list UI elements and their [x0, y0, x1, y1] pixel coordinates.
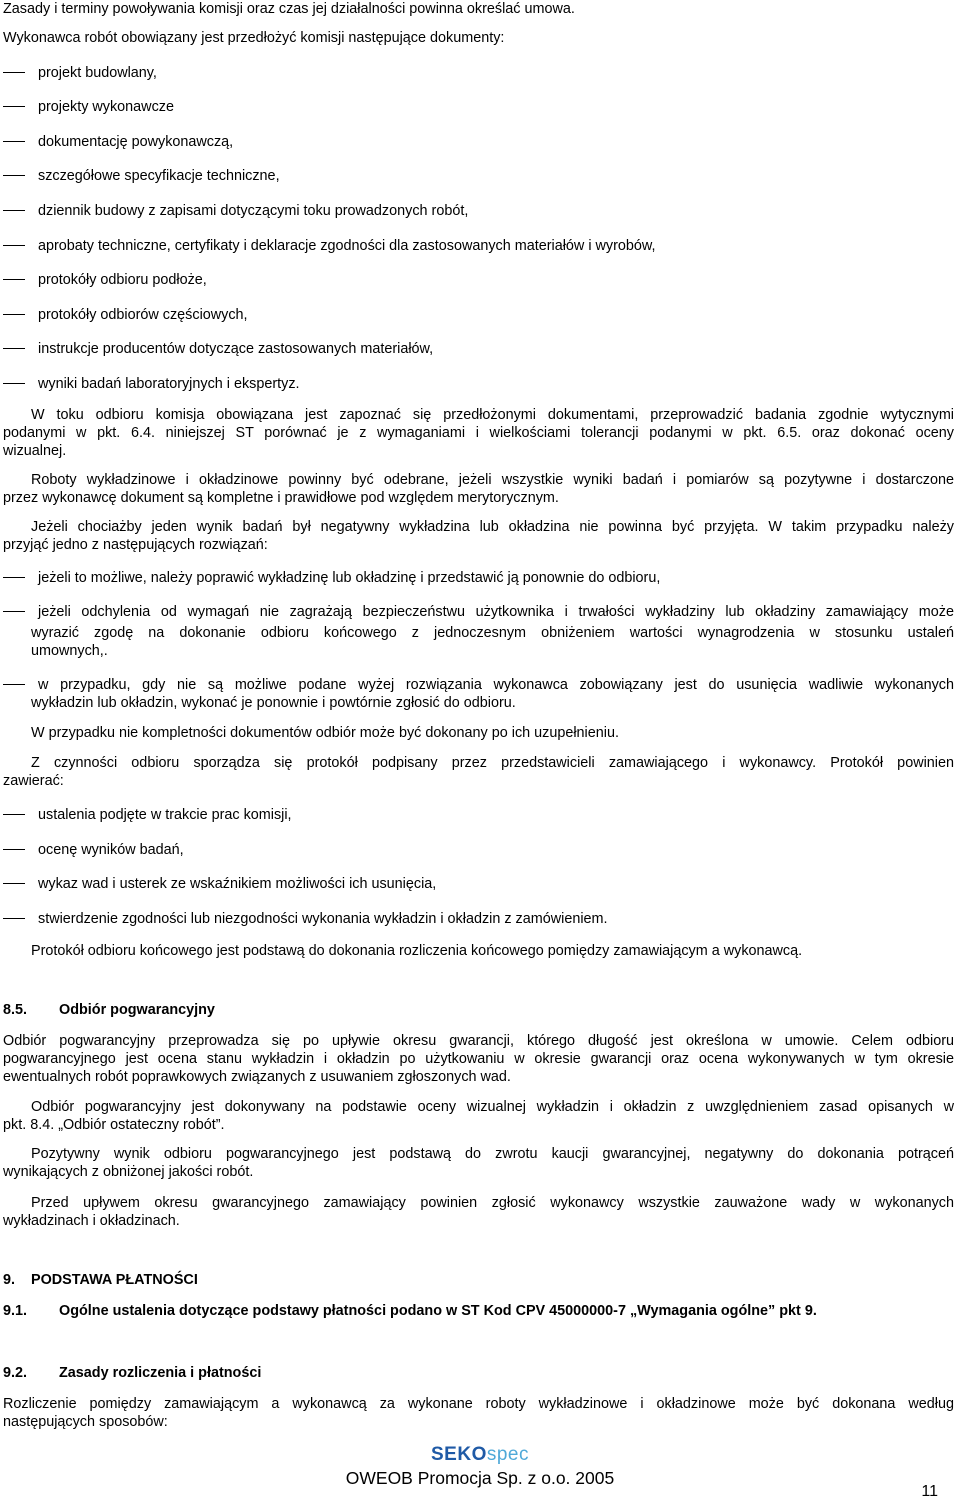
document-list-item: instrukcje producentów dotyczące zastosowanych materiałów,	[38, 341, 434, 357]
bullet-dash	[3, 684, 25, 685]
bullet-dash	[3, 141, 25, 142]
post-warranty-paragraph-line: Pozytywny wynik odbioru pogwarancyjnego jest podstawą do zwrotu kaucji gwarancyjnej, negatywny do dokonania potrąceń	[31, 1146, 954, 1162]
footer-organization: OWEOB Promocja Sp. z o.o. 2005	[345, 1468, 615, 1488]
commission-paragraph-line: wizualnej.	[3, 443, 67, 459]
post-warranty-paragraph-line: Przed upływem okresu gwarancyjnego zamawiający powinien zgłosić wykonawcy wszystkie zauważone wady w wykonanych	[31, 1195, 954, 1211]
documents-intro: Wykonawca robót obowiązany jest przedłożyć komisji następujące dokumenty:	[3, 30, 505, 46]
bullet-dash	[3, 279, 25, 280]
negative-result-paragraph-line: przyjąć jedno z następujących rozwiązań:	[3, 537, 268, 553]
bullet-dash	[3, 383, 25, 384]
bullet-dash	[3, 814, 25, 815]
bullet-dash	[3, 348, 25, 349]
bullet-dash	[3, 175, 25, 176]
section-number: 9.1.	[3, 1303, 28, 1319]
protocol-list-item: ocenę wyników badań,	[38, 842, 184, 858]
settlement-paragraph-line: Rozliczenie pomiędzy zamawiającym a wykonawcą za wykonane roboty wykładzinowe i okładzinowe może być dokonana według	[3, 1396, 954, 1412]
document-list-item: projekty wykonawcze	[38, 99, 174, 115]
document-list-item: wyniki badań laboratoryjnych i ekspertyz.	[38, 376, 300, 392]
final-protocol-paragraph: Protokół odbioru końcowego jest podstawą do dokonania rozliczenia końcowego pomiędzy zamawiającym a wykonawcą.	[31, 943, 803, 959]
document-list-item: aprobaty techniczne, certyfikaty i deklaracje zgodności dla zastosowanych materiałów i wyrobów,	[38, 238, 656, 254]
solution-item-continuation: wykładzin lub okładzin, wykonać je ponownie i powtórnie zgłosić do odbioru.	[31, 695, 516, 711]
page-number: 11	[921, 1483, 938, 1500]
bullet-dash	[3, 611, 25, 612]
intro-line: Zasady i terminy powoływania komisji oraz czas jej działalności powinna określać umowa.	[3, 1, 575, 17]
protocol-paragraph-line: Z czynności odbioru sporządza się protokół podpisany przez przedstawicieli zamawiającego i wykonawcy. Protokół powinien	[31, 755, 954, 771]
document-list-item: projekt budowlany,	[38, 65, 157, 81]
protocol-list-item: wykaz wad i usterek ze wskaźnikiem możliwości ich usunięcia,	[38, 876, 437, 892]
post-warranty-paragraph-line: Odbiór pogwarancyjny przeprowadza się po upływie okresu gwarancji, którego długość jest określona w umowie. Celem odbioru	[3, 1033, 954, 1049]
solution-item: jeżeli to możliwe, należy poprawić wykładzinę lub okładzinę i przedstawić ją ponownie do odbioru,	[38, 570, 661, 586]
section-title: Ogólne ustalenia dotyczące podstawy płatności podano w ST Kod CPV 45000000-7 „Wymagania ogólne” pkt 9.	[59, 1303, 817, 1319]
post-warranty-paragraph-line: pkt. 8.4. „Odbiór ostateczny robót”.	[3, 1117, 225, 1133]
commission-paragraph-line: podanymi w pkt. 6.4. niniejszej ST porównać je z wymaganiami i wielkościami tolerancji podanymi w pkt. 6.5. oraz dokonać oceny	[3, 425, 954, 441]
section-number: 9.2.	[3, 1365, 28, 1381]
section-title: PODSTAWA PŁATNOŚCI	[31, 1272, 198, 1288]
post-warranty-paragraph-line: pogwarancyjnego jest ocena stanu wykładzin i okładzin po użytkowaniu w okresie gwarancji oraz ocena wykonywanych w tym okresie	[3, 1051, 954, 1067]
solution-item-continuation: wyrazić zgodę na dokonanie odbioru końcowego z jednoczesnym obniżeniem wartości wynagrodzenia w stosunku ustaleń	[31, 625, 954, 641]
bullet-dash	[3, 106, 25, 107]
section-number: 8.5.	[3, 1002, 28, 1018]
negative-result-paragraph-line: Jeżeli chociażby jeden wynik badań był negatywny wykładzina lub okładzina nie powinna być przyjęta. W takim przypadku należy	[31, 519, 954, 535]
footer-logo-part-dark: SEKO	[431, 1444, 487, 1465]
commission-paragraph-line: W toku odbioru komisja obowiązana jest zapoznać się przedłożonymi dokumentami, przeprowadzić badania zgodnie wytycznymi	[31, 407, 954, 423]
section-title: Odbiór pogwarancyjny	[59, 1002, 215, 1018]
solution-item: jeżeli odchylenia od wymagań nie zagrażają bezpieczeństwu użytkownika i trwałości wykładziny lub okładziny zamawiający może	[38, 604, 954, 620]
document-list-item: szczegółowe specyfikacje techniczne,	[38, 168, 280, 184]
bullet-dash	[3, 72, 25, 73]
acceptance-paragraph-line: przez wykonawcę dokument są kompletne i prawidłowe pod względem merytorycznym.	[3, 490, 559, 506]
protocol-list-item: stwierdzenie zgodności lub niezgodności wykonania wykładzin i okładzin z zamówieniem.	[38, 911, 608, 927]
bullet-dash	[3, 883, 25, 884]
post-warranty-paragraph-line: wykładzinach i okładzinach.	[3, 1213, 180, 1229]
post-warranty-paragraph-line: ewentualnych robót poprawkowych związanych z usuwaniem zgłoszonych wad.	[3, 1069, 511, 1085]
bullet-dash	[3, 577, 25, 578]
bullet-dash	[3, 849, 25, 850]
acceptance-paragraph-line: Roboty wykładzinowe i okładzinowe powinny być odebrane, jeżeli wszystkie wyniki badań i pomiarów są pozytywne i dostarczone	[31, 472, 954, 488]
bullet-dash	[3, 245, 25, 246]
post-warranty-paragraph-line: Odbiór pogwarancyjny jest dokonywany na podstawie oceny wizualnej wykładzin i okładzin z uwzględnieniem zasad opisanych w	[31, 1099, 954, 1115]
footer-logo-part-light: spec	[486, 1444, 529, 1465]
bullet-dash	[3, 314, 25, 315]
protocol-paragraph-line: zawierać:	[3, 773, 64, 789]
document-list-item: dziennik budowy z zapisami dotyczącymi toku prowadzonych robót,	[38, 203, 469, 219]
bullet-dash	[3, 210, 25, 211]
post-warranty-paragraph-line: wynikających z obniżonej jakości robót.	[3, 1164, 254, 1180]
footer-logo	[0, 1446, 960, 1464]
section-title: Zasady rozliczenia i płatności	[59, 1365, 262, 1381]
incomplete-documents-paragraph: W przypadku nie kompletności dokumentów odbiór może być dokonany po ich uzupełnieniu.	[31, 725, 619, 741]
document-list-item: protokóły odbiorów częściowych,	[38, 307, 248, 323]
solution-item: w przypadku, gdy nie są możliwe podane wyżej rozwiązania wykonawca zobowiązany jest do usunięcia wadliwie wykonanych	[38, 677, 954, 693]
document-list-item: protokóły odbioru podłoże,	[38, 272, 207, 288]
protocol-list-item: ustalenia podjęte w trakcie prac komisji,	[38, 807, 292, 823]
solution-item-continuation: umownych,.	[31, 643, 108, 659]
bullet-dash	[3, 918, 25, 919]
settlement-paragraph-line: następujących sposobów:	[3, 1414, 168, 1430]
document-list-item: dokumentację powykonawczą,	[38, 134, 234, 150]
section-number: 9.	[3, 1272, 16, 1288]
